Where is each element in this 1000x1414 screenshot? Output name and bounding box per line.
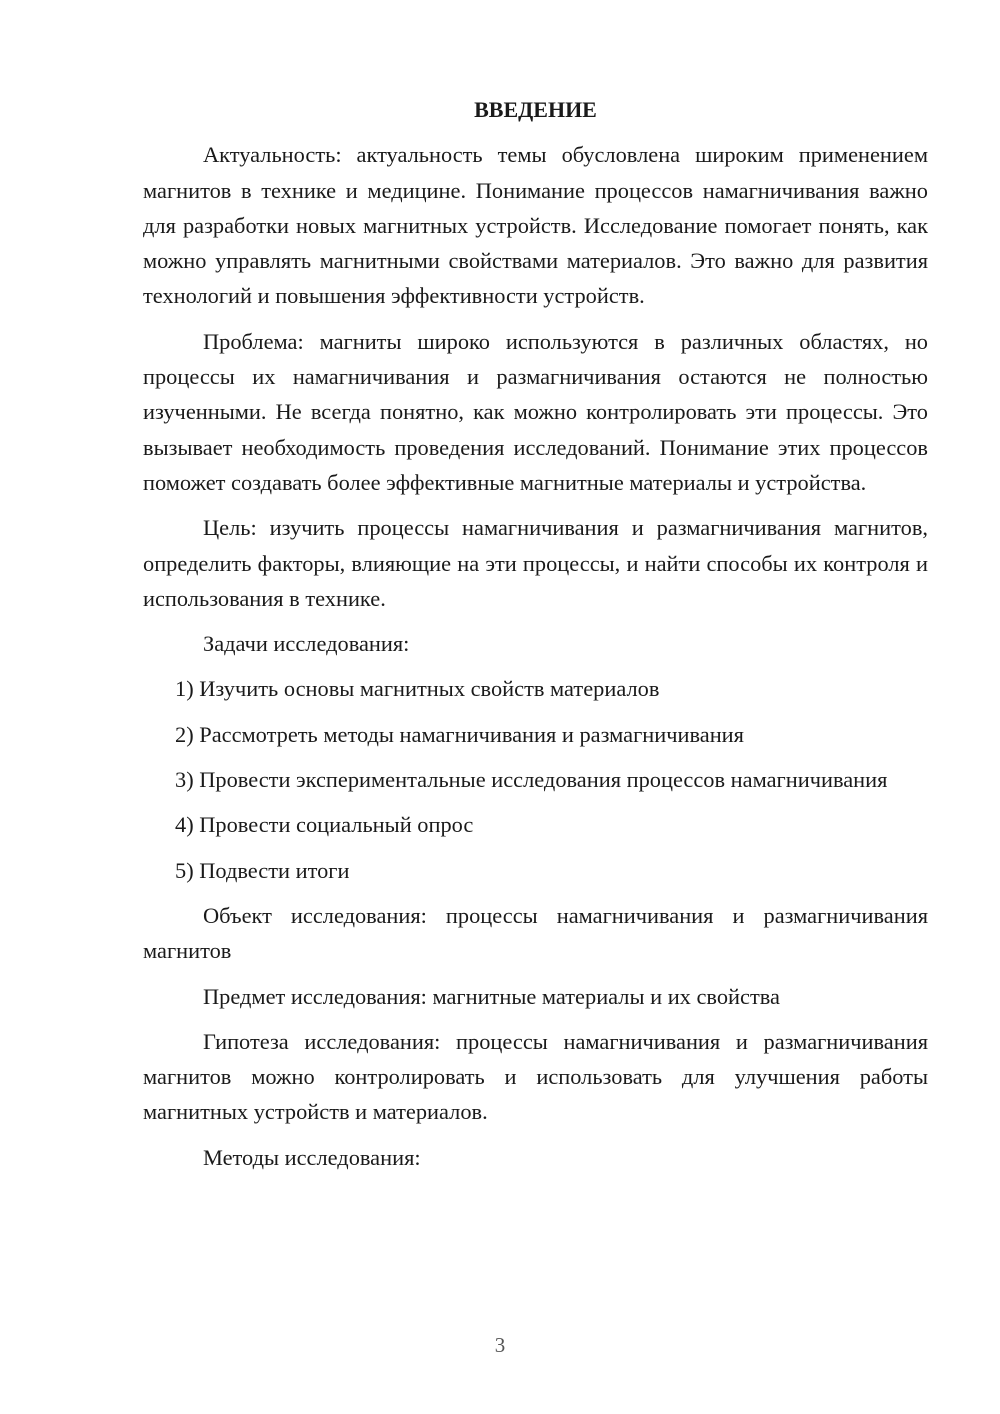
goal-paragraph: Цель: изучить процессы намагничивания и размагничивания магнитов, определить факторы, влияющие на эти процессы, и найти способы их контроля и использования в технике. xyxy=(143,515,928,611)
relevance-paragraph: Актуальность: актуальность темы обусловлена широким применением магнитов в технике и медицине. Понимание процессов намагничивания важно для разработки новых магнитных устройств. Исследование помогает понять, как можно управлять магнитными свойствами материалов. Это важно для развития технологий и повышения эффективности устройств. xyxy=(143,142,928,309)
page-number: 3 xyxy=(494,1333,506,1357)
tasks-heading: Задачи исследования: xyxy=(203,631,410,657)
task-item: 5) Подвести итоги xyxy=(175,857,350,883)
hypothesis-paragraph: Гипотеза исследования: процессы намагничивания и размагничивания магнитов можно контролировать и использовать для улучшения работы магнитных устройств и материалов. xyxy=(143,1028,928,1125)
document-page xyxy=(143,92,928,1185)
task-item: 2) Рассмотреть методы намагничивания и размагничивания xyxy=(175,721,744,747)
task-item: 1) Изучить основы магнитных свойств материалов xyxy=(175,676,660,702)
tasks-list xyxy=(143,671,928,887)
methods-paragraph: Методы исследования: xyxy=(203,1144,421,1170)
problem-paragraph: Проблема: магниты широко используются в различных областях, но процессы их намагничивания и размагничивания остаются не полностью изученными. Не всегда понятно, как можно контролировать эти процессы. Это вызывает необходимость проведения исследований. Понимание этих процессов поможет создавать более эффективные магнитные материалы и устройства. xyxy=(143,328,928,495)
subject-paragraph: Предмет исследования: магнитные материалы и их свойства xyxy=(203,983,780,1009)
task-item: 3) Провести экспериментальные исследования процессов намагничивания xyxy=(175,767,888,793)
task-item: 4) Провести социальный опрос xyxy=(175,812,474,838)
object-paragraph: Объект исследования: процессы намагничивания и размагничивания магнитов xyxy=(143,902,928,964)
section-title: ВВЕДЕНИЕ xyxy=(474,97,597,122)
